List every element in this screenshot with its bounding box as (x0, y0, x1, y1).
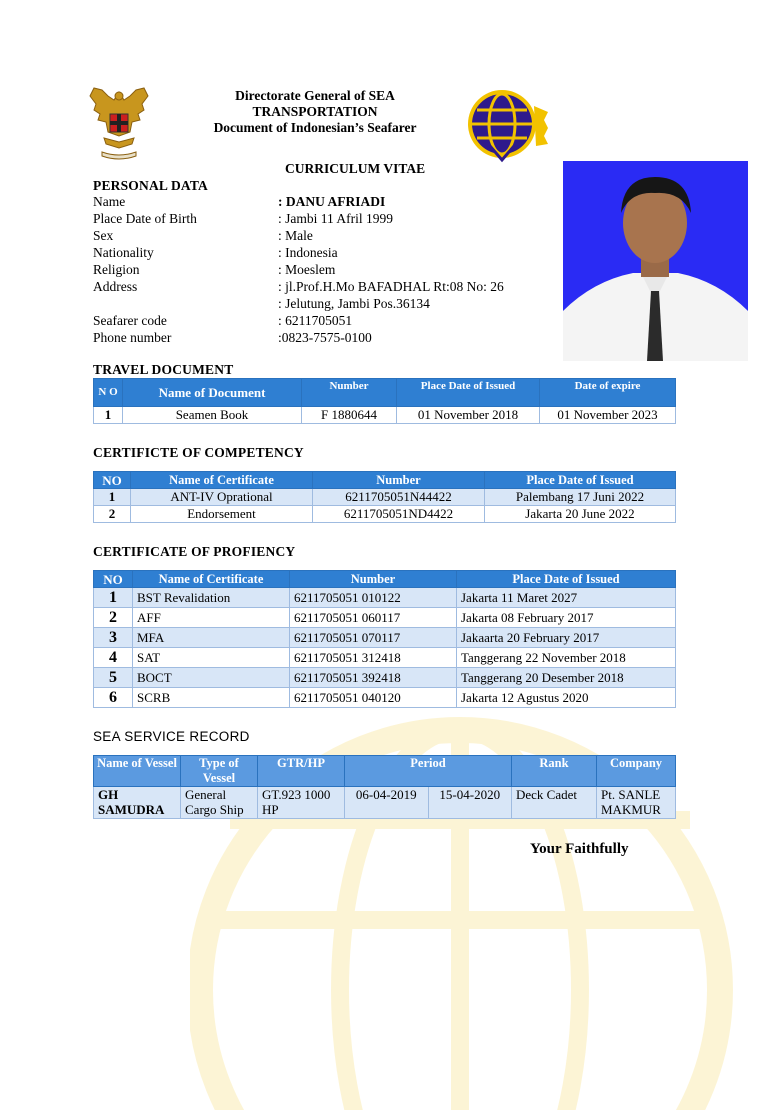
cell: Jakarta 11 Maret 2027 (457, 588, 676, 608)
cell: Palembang 17 Juni 2022 (485, 489, 676, 506)
cell: 4 (94, 648, 133, 668)
col-header: Name of Certificate (133, 571, 290, 588)
cell: 1 (94, 407, 123, 424)
pd-value: : Male (278, 228, 313, 243)
proficiency-table (93, 570, 676, 708)
col-header: Name of Certificate (131, 472, 313, 489)
col-header: Place Date of Issued (397, 379, 540, 407)
cell: 6211705051 392418 (290, 668, 457, 688)
person-photo-icon (563, 161, 748, 361)
pd-label: Seafarer code (93, 313, 167, 328)
pd-label: Name (93, 194, 126, 209)
cell-period-to: 15-04-2020 (428, 787, 512, 819)
header-line-1: Directorate General of SEA (235, 88, 395, 103)
table-row (94, 787, 676, 819)
cell-gtr: GT.923 1000 HP (258, 787, 345, 819)
table-row (94, 648, 676, 668)
col-header: Company (597, 756, 676, 787)
table-row (94, 608, 676, 628)
cell: SCRB (133, 688, 290, 708)
pd-label: Religion (93, 262, 140, 277)
col-header: Place Date of Issued (457, 571, 676, 588)
travel-document-heading: TRAVEL DOCUMENT (93, 362, 234, 377)
cell: 2 (94, 608, 133, 628)
pd-label: Place Date of Birth (93, 211, 197, 226)
header-line-3: Document of Indonesian’s Seafarer (213, 120, 417, 135)
col-header: NO (94, 472, 131, 489)
pd-value: : Moeslem (278, 262, 336, 277)
pd-label: Phone number (93, 330, 172, 345)
pd-label: Sex (93, 228, 114, 243)
cell: SAT (133, 648, 290, 668)
col-header: Number (302, 379, 397, 407)
cell-rank: Deck Cadet (512, 787, 597, 819)
pd-label: Address (93, 279, 138, 294)
cell: 1 (94, 588, 133, 608)
pd-value-name: : DANU AFRIADI (278, 194, 386, 209)
cell: Jakarta 12 Agustus 2020 (457, 688, 676, 708)
col-header: Name of Document (123, 379, 302, 407)
cell: MFA (133, 628, 290, 648)
cell-type: General Cargo Ship (181, 787, 258, 819)
cell: AFF (133, 608, 290, 628)
cell: Jakarta 20 June 2022 (485, 506, 676, 523)
cell: F 1880644 (302, 407, 397, 424)
col-header: Name of Vessel (94, 756, 181, 787)
proficiency-heading: CERTIFICATE OF PROFIENCY (93, 544, 296, 559)
pd-value: : 6211705051 (278, 313, 353, 328)
cell: Jakarta 08 February 2017 (457, 608, 676, 628)
sea-service-heading: SEA SERVICE RECORD (93, 729, 250, 744)
table-row (94, 407, 676, 424)
profile-photo (563, 161, 748, 361)
header-line-2: TRANSPORTATION (252, 104, 378, 119)
cell: 01 November 2018 (397, 407, 540, 424)
competency-heading: CERTIFICTE OF COMPETENCY (93, 445, 304, 460)
table-row (94, 588, 676, 608)
cell: 01 November 2023 (540, 407, 676, 424)
cell: 6 (94, 688, 133, 708)
cell: Seamen Book (123, 407, 302, 424)
col-header: Rank (512, 756, 597, 787)
cell: BST Revalidation (133, 588, 290, 608)
col-header: Type of Vessel (181, 756, 258, 787)
cell: 6211705051 312418 (290, 648, 457, 668)
col-header: N O (94, 379, 123, 407)
col-header: NO (94, 571, 133, 588)
pd-value: : Jambi 11 Afril 1999 (278, 211, 393, 226)
table-row (94, 688, 676, 708)
col-header: GTR/HP (258, 756, 345, 787)
travel-document-table (93, 378, 676, 424)
cell: Tanggerang 22 November 2018 (457, 648, 676, 668)
cell: Endorsement (131, 506, 313, 523)
cell: ANT-IV Oprational (131, 489, 313, 506)
cell: 6211705051N44422 (313, 489, 485, 506)
cell: 2 (94, 506, 131, 523)
cell: 1 (94, 489, 131, 506)
table-row (94, 489, 676, 506)
cell-period-from: 06-04-2019 (345, 787, 429, 819)
pd-value: : Indonesia (278, 245, 338, 260)
watermark-globe (190, 690, 768, 1110)
sea-service-table (93, 755, 676, 819)
signature-closing: Your Faithfully (530, 841, 629, 857)
competency-table (93, 471, 676, 523)
cell: 6211705051ND4422 (313, 506, 485, 523)
cell: 6211705051 040120 (290, 688, 457, 708)
personal-data-heading: PERSONAL DATA (93, 178, 208, 193)
pd-value: :0823-7575-0100 (278, 330, 372, 345)
cell: Tanggerang 20 Desember 2018 (457, 668, 676, 688)
document-header (180, 88, 450, 136)
page-title: CURRICULUM VITAE (285, 161, 426, 176)
table-row (94, 506, 676, 523)
col-header: Number (313, 472, 485, 489)
col-header: Place Date of Issued (485, 472, 676, 489)
cell: 6211705051 060117 (290, 608, 457, 628)
cell: 6211705051 010122 (290, 588, 457, 608)
cell: 3 (94, 628, 133, 648)
col-header: Period (345, 756, 512, 787)
table-row (94, 668, 676, 688)
cell: 5 (94, 668, 133, 688)
pd-label: Nationality (93, 245, 154, 260)
table-row (94, 628, 676, 648)
sea-transportation-emblem-icon (460, 86, 552, 166)
cell-company: Pt. SANLE MAKMUR (597, 787, 676, 819)
cell: BOCT (133, 668, 290, 688)
cell: 6211705051 070117 (290, 628, 457, 648)
pd-value: : jl.Prof.H.Mo BAFADHAL Rt:08 No: 26 (278, 279, 504, 294)
pd-value: : Jelutung, Jambi Pos.36134 (278, 296, 430, 311)
garuda-emblem-icon (88, 86, 150, 162)
cell: Jakaarta 20 February 2017 (457, 628, 676, 648)
cell-vessel: GH SAMUDRA (94, 787, 181, 819)
col-header: Number (290, 571, 457, 588)
col-header: Date of expire (540, 379, 676, 407)
